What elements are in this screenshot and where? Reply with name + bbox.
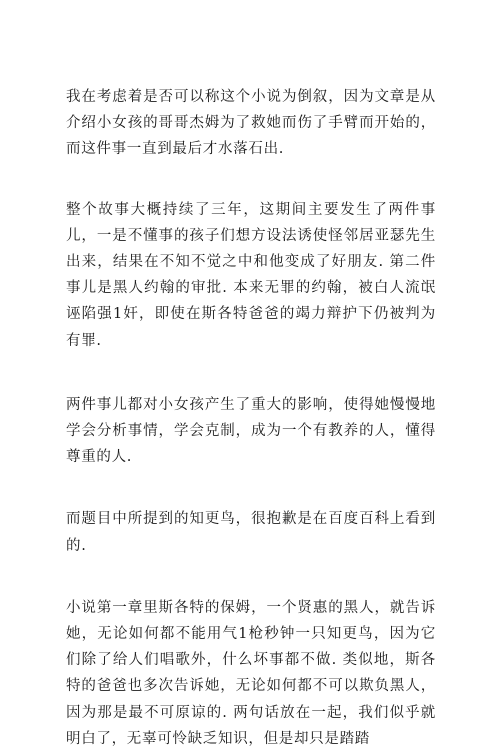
paragraph-3: 两件事儿都对小女孩产生了重大的影响，使得她慢慢地学会分析事情，学会克制，成为一个有教养的人，懂得尊重的人. (66, 396, 436, 466)
document-body (66, 84, 436, 752)
paragraph-2: 整个故事大概持续了三年，这期间主要发生了两件事儿，一是不懂事的孩子们想方设法诱使怪邻居亚瑟先生出来，结果在不知不觉之中和他变成了好朋友. 第二件事儿是黑人约翰的审批. 本来无罪的约翰，被白人流氓诬陷强1奸，即使在斯各特爸爸的竭力辩护下仍被判为有罪. (66, 201, 436, 349)
paragraph-5: 小说第一章里斯各特的保姆，一个贤惠的黑人，就告诉她，无论如何都不能用气1枪秒钟一只知更鸟，因为它们除了给人们唱歌外，什么坏事都不做. 类似地，斯各特的爸爸也多次告诉她，无论如何都不可以欺负黑人，因为那是最不可原谅的. 两句话放在一起，我们似乎就明白了，无辜可怜缺乏知识，但是却只是踏踏 (66, 599, 436, 747)
paragraph-4: 而题目中所提到的知更鸟，很抱歉是在百度百科上看到的. (66, 511, 436, 554)
paragraph-1: 我在考虑着是否可以称这个小说为倒叙，因为文章是从介绍小女孩的哥哥杰姆为了救她而伤了手臂而开始的，而这件事一直到最后才水落石出. (66, 89, 436, 158)
